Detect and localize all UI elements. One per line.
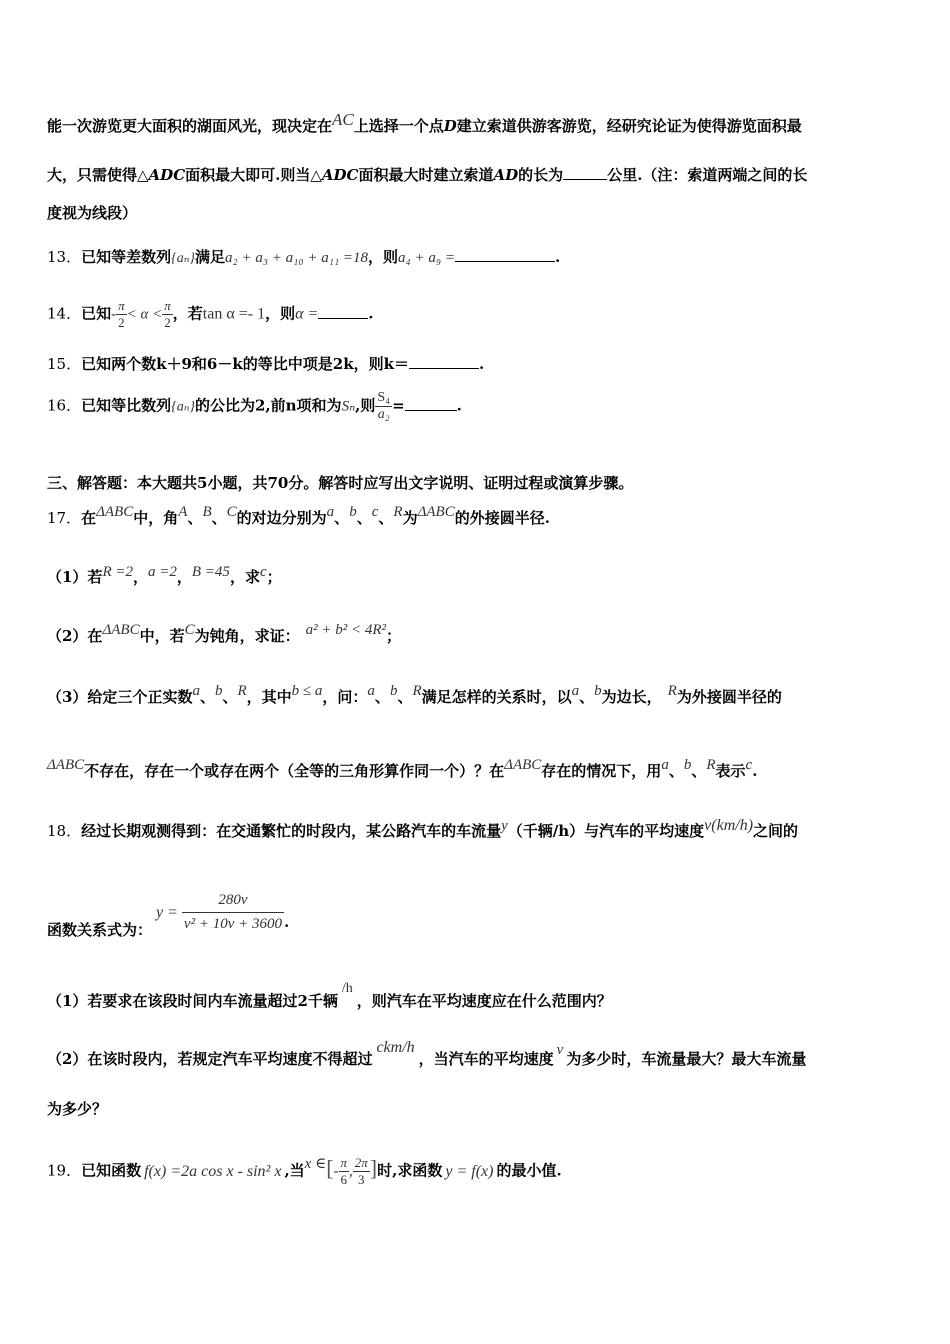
answer-blank bbox=[409, 356, 479, 369]
q17-text: 中，角 bbox=[133, 509, 179, 527]
alpha-equals: α = bbox=[295, 305, 319, 323]
period: . bbox=[554, 248, 561, 266]
segment-ad: AD bbox=[493, 166, 519, 184]
q17-part-3-cont bbox=[47, 757, 758, 781]
question-number: 19． bbox=[47, 1161, 82, 1180]
inequality-proof: a² + b² < 4R² bbox=[305, 622, 387, 638]
comma: , bbox=[349, 1163, 353, 1180]
angle-a: A bbox=[178, 504, 188, 520]
pi: π bbox=[164, 298, 171, 313]
speed-limit: ckm/h bbox=[376, 1039, 415, 1056]
separator: 、 bbox=[222, 688, 238, 706]
question-19 bbox=[47, 1155, 562, 1188]
period: . bbox=[368, 304, 374, 323]
side-a: a bbox=[192, 683, 200, 699]
q17-part-2 bbox=[47, 622, 402, 646]
q17-text: 为外接圆半径的 bbox=[676, 688, 782, 706]
triangle-abc: ΔABC bbox=[102, 622, 140, 638]
triangle-abc: ΔABC bbox=[417, 504, 455, 520]
side-c: c bbox=[371, 504, 379, 520]
fraction-pi-over-2 bbox=[162, 298, 173, 331]
q15-text: 已知两个数k＋9和6－k的等比中项是2k，则k＝ bbox=[81, 355, 409, 373]
q17-text: ，求 bbox=[229, 568, 260, 586]
separator: 、 bbox=[374, 688, 390, 706]
answer-blank bbox=[318, 306, 368, 319]
q13-text: ，则 bbox=[368, 248, 399, 266]
separator: 、 bbox=[199, 688, 215, 706]
s4: S₄ bbox=[377, 390, 391, 405]
fraction-s4-a2 bbox=[375, 390, 392, 423]
given-a: a =2 bbox=[148, 564, 177, 580]
denominator: v² + 10v + 3600 bbox=[183, 916, 282, 932]
side-a: a bbox=[326, 504, 335, 520]
q12-text: 上选择一个点 bbox=[353, 117, 444, 135]
q13-equation: a₂ + a₃ + a₁₀ + a₁₁ =18 bbox=[225, 250, 369, 266]
q17-text: 存在的情况下，用 bbox=[541, 762, 662, 780]
side-b: b bbox=[389, 683, 398, 699]
q12-line3: 度视为线段） bbox=[47, 204, 138, 222]
q13-target: a₄ + a₉ = bbox=[398, 250, 455, 266]
q19-text: 已知函数 bbox=[81, 1161, 142, 1180]
side-a: a bbox=[571, 683, 580, 699]
part-label: （2）在 bbox=[47, 627, 103, 645]
q18-part-2 bbox=[47, 1039, 807, 1069]
given-r: R =2 bbox=[102, 564, 133, 580]
triangle-abc: ΔABC bbox=[504, 757, 542, 773]
separator: 、 bbox=[691, 762, 707, 780]
q17-text: 为钝角，求证： bbox=[194, 627, 300, 645]
q17-text: 为 bbox=[402, 509, 418, 527]
part-label: （3）给定三个正实数 bbox=[47, 688, 193, 706]
question-number: 18． bbox=[47, 822, 82, 840]
radius-r: R bbox=[237, 683, 247, 699]
period: . bbox=[283, 912, 290, 931]
separator: 、 bbox=[397, 688, 413, 706]
question-17 bbox=[47, 504, 550, 528]
period: . bbox=[752, 762, 758, 780]
q12-text: 大，只需使得△ bbox=[47, 166, 149, 184]
side-b: b bbox=[349, 504, 357, 520]
q18-text: ，当汽车的平均速度 bbox=[418, 1050, 554, 1068]
q12-line2 bbox=[47, 164, 807, 185]
q18-text: 为多少时，车流量最大？最大车流量 bbox=[566, 1050, 807, 1068]
radius-r: R bbox=[412, 683, 422, 699]
q18-text: 经过长期观测得到：在交通繁忙的时段内，某公路汽车的车流量 bbox=[81, 822, 502, 840]
q14-text: ，则 bbox=[265, 304, 296, 323]
eq-left: y = bbox=[156, 903, 178, 921]
two: 2 bbox=[118, 315, 125, 330]
radius-r: R bbox=[667, 683, 677, 699]
given-b: B =45 bbox=[191, 564, 230, 580]
answer-blank bbox=[563, 167, 607, 180]
sequence-an: {aₙ} bbox=[171, 399, 195, 415]
angle-b: B bbox=[202, 504, 212, 520]
q18-text: 函数关系式为： bbox=[47, 920, 153, 939]
q17-text: ，其中 bbox=[246, 688, 292, 706]
period: . bbox=[478, 355, 485, 373]
q12-line1 bbox=[47, 110, 802, 136]
period: . bbox=[456, 396, 462, 415]
side-c: c bbox=[745, 757, 753, 773]
q12-text: 建立索道供游客游览，经研究论证为使得游览面积最 bbox=[456, 117, 802, 135]
three: 3 bbox=[358, 1172, 365, 1187]
pi: π bbox=[118, 298, 125, 313]
q18-text: （1）若要求在该段时间内车流量超过2千辆 bbox=[47, 992, 338, 1010]
radius-r: R bbox=[393, 504, 403, 520]
q17-text: 为边长， bbox=[601, 688, 662, 706]
side-a: a bbox=[661, 757, 669, 773]
separator: 、 bbox=[334, 509, 350, 527]
q12-text: 面积最大时建立索道 bbox=[358, 166, 494, 184]
answer-blank bbox=[455, 249, 555, 262]
triangle-adc: ADC bbox=[321, 166, 359, 184]
formula-fraction bbox=[182, 892, 284, 933]
point-d: D bbox=[443, 117, 457, 135]
side-b: b bbox=[214, 683, 223, 699]
tan-equation: tan α =- 1 bbox=[202, 305, 266, 323]
q12-text: 面积最大即可.则当△ bbox=[185, 166, 322, 184]
q14-text: 已知 bbox=[81, 304, 112, 323]
minus-sign: - bbox=[111, 306, 117, 323]
separator: 、 bbox=[579, 688, 595, 706]
six: 6 bbox=[340, 1172, 348, 1187]
var-v: v bbox=[556, 1042, 564, 1058]
function-definition: f(x) =2a cos x - sin² x bbox=[144, 1162, 282, 1180]
separator: 、 bbox=[668, 762, 684, 780]
arc-ac: AC bbox=[332, 110, 354, 129]
question-number: 13． bbox=[47, 248, 82, 266]
q18-text: （千辆/h）与汽车的平均速度 bbox=[507, 822, 705, 840]
question-15 bbox=[47, 353, 484, 374]
left-bracket: [ bbox=[326, 1155, 334, 1181]
comma: ， bbox=[132, 568, 148, 586]
q18-part-1 bbox=[47, 981, 612, 1011]
side-b: b bbox=[594, 683, 602, 699]
fraction-pi-over-2 bbox=[116, 298, 127, 331]
sequence-an: {aₙ} bbox=[171, 251, 195, 266]
q17-text: 在 bbox=[81, 509, 97, 527]
separator: 、 bbox=[211, 509, 227, 527]
q12-text: 的长为 bbox=[518, 166, 564, 184]
answer-blank bbox=[405, 398, 457, 411]
separator: 、 bbox=[356, 509, 372, 527]
radius-r: R bbox=[706, 757, 716, 773]
triangle-abc: ΔABC bbox=[47, 757, 85, 773]
q18-part-2-cont: 为多少？ bbox=[47, 1100, 108, 1118]
q19-text: 的最小值. bbox=[496, 1161, 562, 1180]
sum-sn: Sₙ bbox=[341, 398, 356, 415]
q14-text: ，若 bbox=[172, 304, 203, 323]
q18-formula-line bbox=[47, 892, 290, 939]
q17-text: 的外接圆半径. bbox=[454, 509, 550, 527]
angle-c: C bbox=[184, 622, 195, 638]
q17-text: 满足怎样的关系时，以 bbox=[421, 688, 572, 706]
unit-per-hour: /h bbox=[341, 981, 353, 996]
part-label: （1）若 bbox=[47, 568, 103, 586]
question-number: 17． bbox=[47, 509, 82, 527]
q17-text: 的对边分别为 bbox=[236, 509, 327, 527]
separator: 、 bbox=[187, 509, 203, 527]
triangle-abc: ΔABC bbox=[96, 504, 134, 520]
inequality: < α < bbox=[126, 306, 163, 323]
q13-text: 满足 bbox=[194, 248, 225, 266]
q16-text: 的公比为2,前n项和为 bbox=[194, 396, 342, 415]
question-14 bbox=[47, 298, 374, 331]
x-in: x ∈ bbox=[304, 1155, 327, 1172]
condition: b ≤ a bbox=[291, 683, 323, 699]
triangle-adc: ADC bbox=[148, 166, 186, 184]
q13-text: 已知等差数列 bbox=[81, 248, 172, 266]
q17-text: 表示 bbox=[715, 762, 746, 780]
question-16 bbox=[47, 390, 462, 423]
q18-text: 之间的 bbox=[753, 822, 799, 840]
q17-text: 中，若 bbox=[139, 627, 185, 645]
q16-text: ,则 bbox=[355, 396, 376, 415]
q19-text: 时,求函数 bbox=[377, 1161, 443, 1180]
angle-c: C bbox=[226, 504, 237, 520]
y-equals-fx: y = f(x) bbox=[445, 1162, 494, 1180]
fraction-2pi-over-3 bbox=[353, 1155, 370, 1188]
q17-text: 不存在，存在一个或存在两个（全等的三角形算作同一个）？在 bbox=[84, 762, 505, 780]
comma: ， bbox=[176, 568, 192, 586]
question-number: 15． bbox=[47, 355, 82, 373]
side-b: b bbox=[683, 757, 692, 773]
minus-sign: - bbox=[333, 1163, 339, 1180]
q17-part-1 bbox=[47, 566, 282, 587]
numerator: 280v bbox=[182, 892, 284, 913]
var-y: y bbox=[501, 818, 508, 834]
a2: a₂ bbox=[377, 407, 390, 422]
fraction-pi-over-6 bbox=[339, 1155, 350, 1188]
side-a: a bbox=[367, 683, 375, 699]
side-c: c bbox=[259, 564, 267, 580]
question-13 bbox=[47, 246, 560, 267]
q16-text: 已知等比数列 bbox=[81, 396, 172, 415]
q19-text: ,当 bbox=[284, 1161, 305, 1180]
q17-part-3 bbox=[47, 683, 782, 707]
question-number: 14． bbox=[47, 304, 82, 323]
question-18 bbox=[47, 817, 799, 841]
semicolon: ； bbox=[386, 627, 402, 645]
speed-unit: v(km/h) bbox=[704, 817, 754, 834]
q18-text: （2）在该时段内，若规定汽车平均速度不得超过 bbox=[47, 1050, 373, 1068]
pi: π bbox=[340, 1155, 348, 1170]
separator: 、 bbox=[378, 509, 394, 527]
two-pi: 2π bbox=[354, 1155, 368, 1170]
q12-text: 能一次游览更大面积的湖面风光，现决定在 bbox=[47, 117, 333, 135]
q18-text: ，则汽车在平均速度应在什么范围内？ bbox=[356, 992, 612, 1010]
section-3-heading: 三、解答题：本大题共5小题，共70分。解答时应写出文字说明、证明过程或演算步骤。 bbox=[47, 474, 634, 492]
q17-text: ，问： bbox=[322, 688, 368, 706]
equals-sign: = bbox=[392, 396, 405, 415]
question-number: 16． bbox=[47, 396, 82, 415]
two: 2 bbox=[164, 315, 171, 330]
q12-text: 公里.（注：索道两端之间的长 bbox=[607, 166, 808, 184]
semicolon: ； bbox=[266, 568, 282, 586]
right-bracket: ] bbox=[369, 1155, 378, 1181]
